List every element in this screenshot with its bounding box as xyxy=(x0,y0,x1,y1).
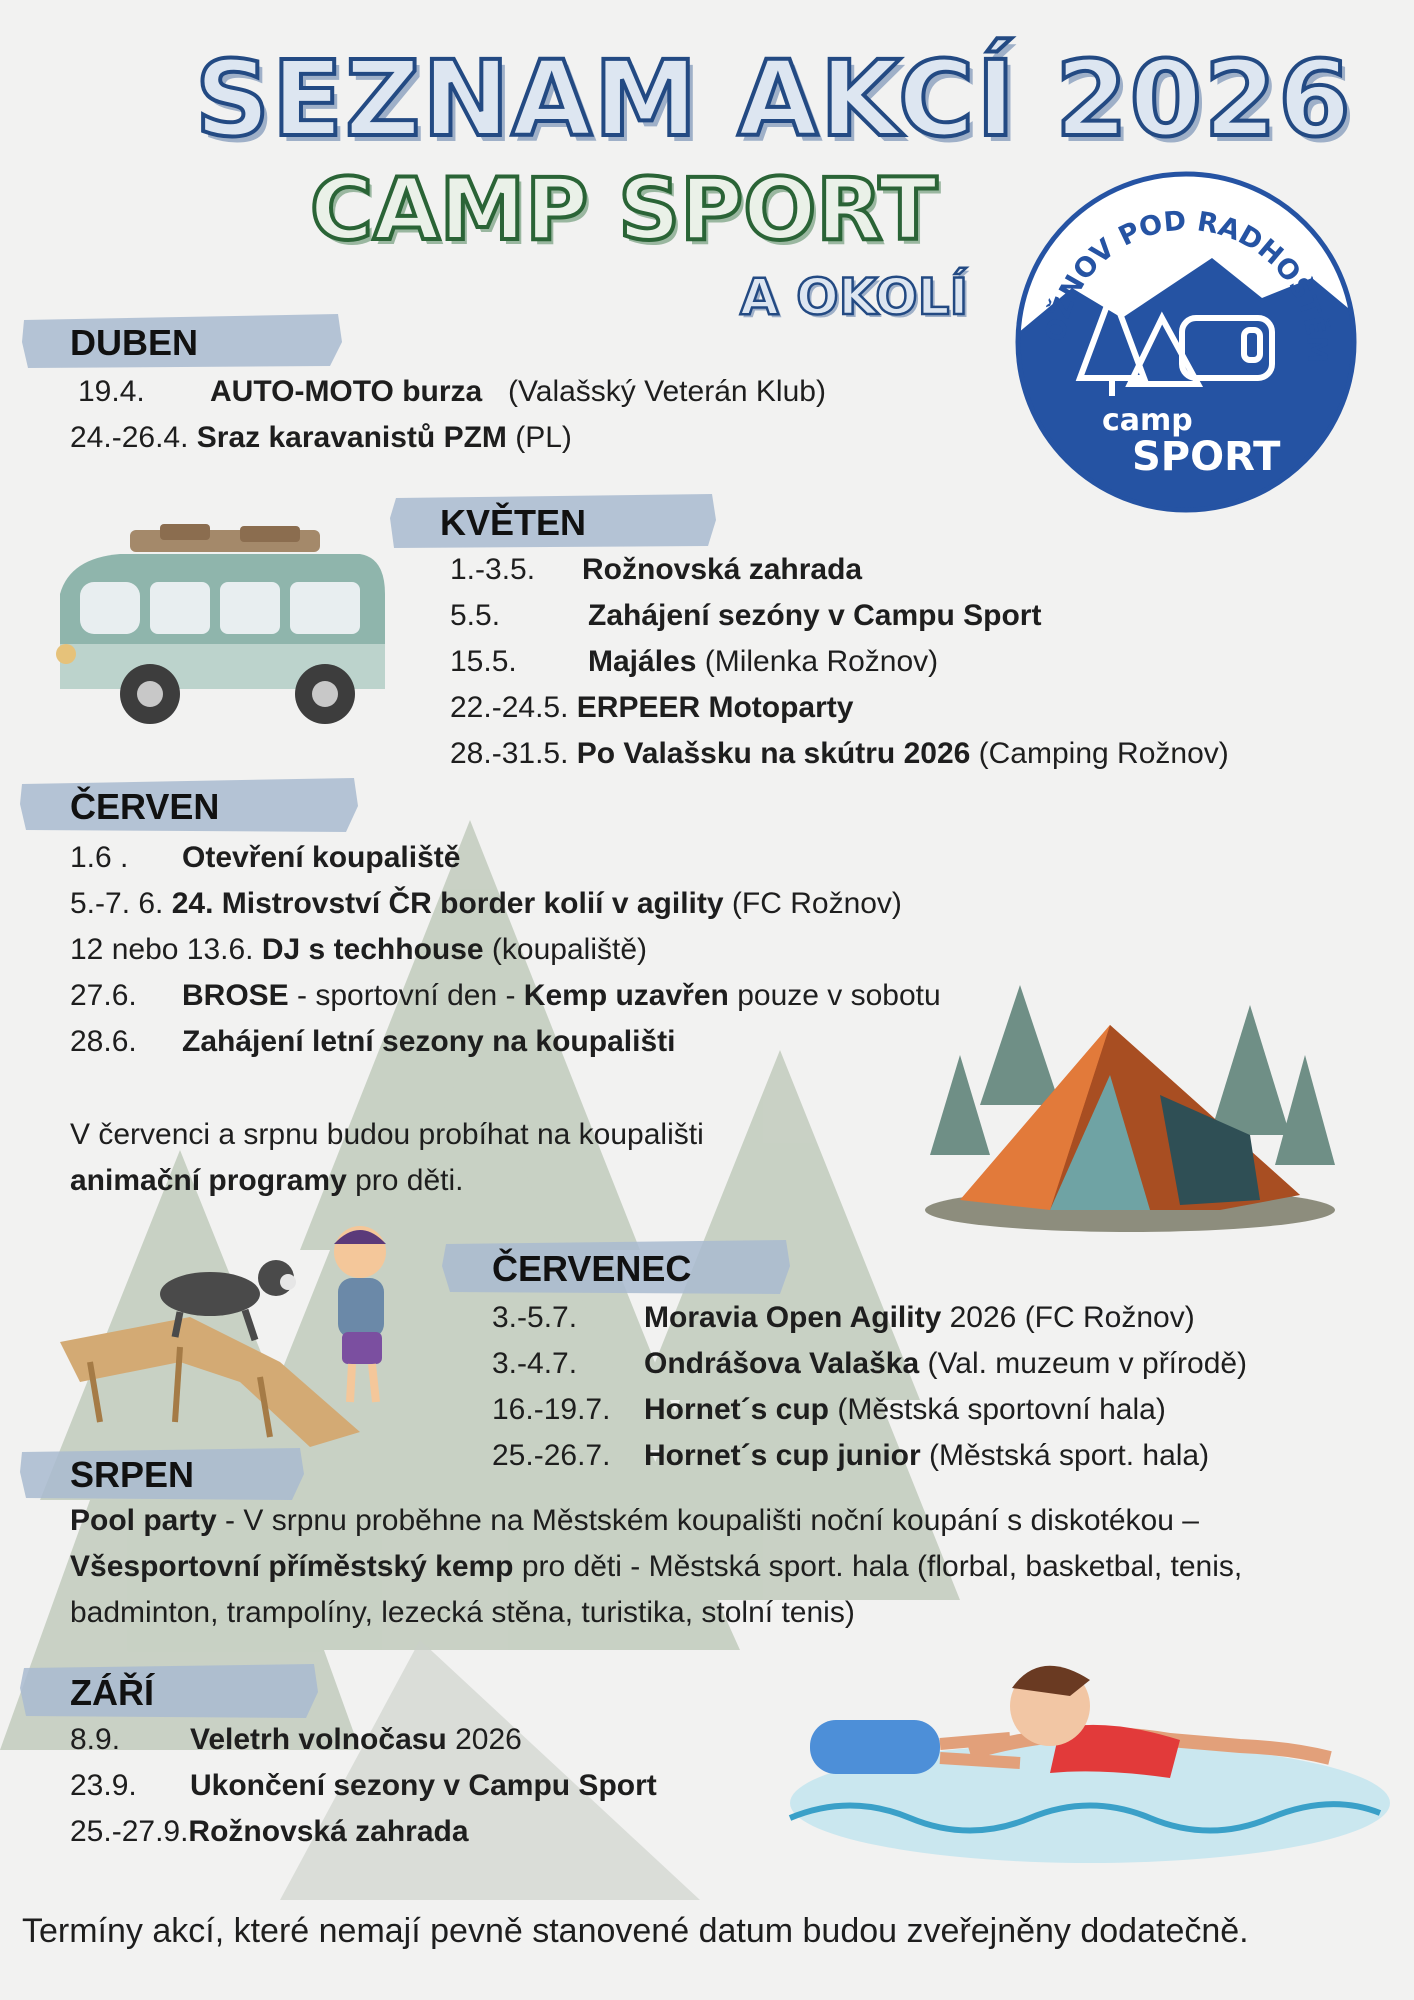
month-header-kveten xyxy=(390,492,720,550)
camper-van-illustration xyxy=(40,524,390,734)
event-line: 3.-4.7. Ondrášova Valaška (Val. muzeum v přírodě) xyxy=(492,1347,1248,1380)
event-line: 28.6. Zahájení letní sezony na koupališti xyxy=(70,1025,676,1058)
animation-programs-note: V červenci a srpnu budou probíhat na koupališti animační programy pro děti. xyxy=(70,1118,704,1197)
srpen-description: Pool party - V srpnu proběhne na Městském koupališti noční koupání s diskotékou – Všesportovní příměstský kemp pro děti - Městská sport. hala (florbal, basketbal, tenis, badminton, trampolíny, lezecká stěna, turistika, stolní tenis) xyxy=(70,1504,1243,1629)
month-label: DUBEN xyxy=(70,322,199,363)
event-line: 15.5. Majáles (Milenka Rožnov) xyxy=(450,645,939,678)
tent-illustration xyxy=(920,985,1340,1235)
event-line: 5.5. Zahájení sezóny v Campu Sport xyxy=(450,599,1042,632)
month-header-cerven xyxy=(20,776,360,834)
poster-subtitle-small: A OKOLÍ xyxy=(740,268,969,326)
month-label: ZÁŘÍ xyxy=(70,1672,154,1713)
month-header-srpen xyxy=(20,1444,305,1502)
swimmer-illustration xyxy=(770,1628,1390,1878)
event-line: 19.4. AUTO-MOTO burza (Valašský Veterán Klub) xyxy=(78,375,826,408)
month-header-duben xyxy=(20,312,345,370)
event-line: 24.-26.4. Sraz karavanistů PZM (PL) xyxy=(70,421,572,454)
event-line: 1.6 . Otevření koupaliště xyxy=(70,841,461,874)
poster-title: SEZNAM AKCÍ 2026 xyxy=(195,38,1353,160)
camp-sport-logo xyxy=(1012,168,1360,516)
month-label: SRPEN xyxy=(70,1454,195,1495)
event-line: 27.6. BROSE - sportovní den - Kemp uzavřen pouze v sobotu xyxy=(70,979,941,1012)
event-line: 25.-26.7. Hornet´s cup junior (Městská sport. hala) xyxy=(492,1439,1210,1472)
event-line: 22.-24.5. ERPEER Motoparty xyxy=(450,691,854,724)
month-label: ČERVENEC xyxy=(492,1248,692,1289)
logo-word-camp: camp xyxy=(1102,403,1193,438)
month-header-cervenec xyxy=(442,1238,792,1296)
event-line: 23.9. Ukončení sezony v Campu Sport xyxy=(70,1769,657,1802)
event-line: 1.-3.5. Rožnovská zahrada xyxy=(450,553,863,586)
dog-agility-illustration xyxy=(60,1222,420,1452)
footer-note: Termíny akcí, které nemají pevně stanovené datum budou zveřejněny dodatečně. xyxy=(22,1912,1249,1950)
event-line: 5.-7. 6. 24. Mistrovství ČR border kolií v agility (FC Rožnov) xyxy=(70,887,902,920)
poster-subtitle: CAMP SPORT xyxy=(310,160,938,260)
event-line: 3.-5.7. Moravia Open Agility 2026 (FC Rožnov) xyxy=(492,1301,1195,1334)
month-label: ČERVEN xyxy=(70,786,220,827)
event-line: 28.-31.5. Po Valašsku na skútru 2026 (Camping Rožnov) xyxy=(450,737,1229,770)
logo-word-sport: SPORT xyxy=(1132,434,1281,480)
event-line: 16.-19.7. Hornet´s cup (Městská sportovní hala) xyxy=(492,1393,1166,1426)
logo-arc-text: OŽNOV POD RADHOŠTĚM xyxy=(1040,205,1333,364)
event-line: 25.-27.9.Rožnovská zahrada xyxy=(70,1815,469,1848)
event-line: 12 nebo 13.6. DJ s techhouse (koupaliště) xyxy=(70,933,647,966)
month-header-zari xyxy=(20,1662,320,1720)
month-label: KVĚTEN xyxy=(440,502,587,543)
event-line: 8.9. Veletrh volnočasu 2026 xyxy=(70,1723,522,1756)
